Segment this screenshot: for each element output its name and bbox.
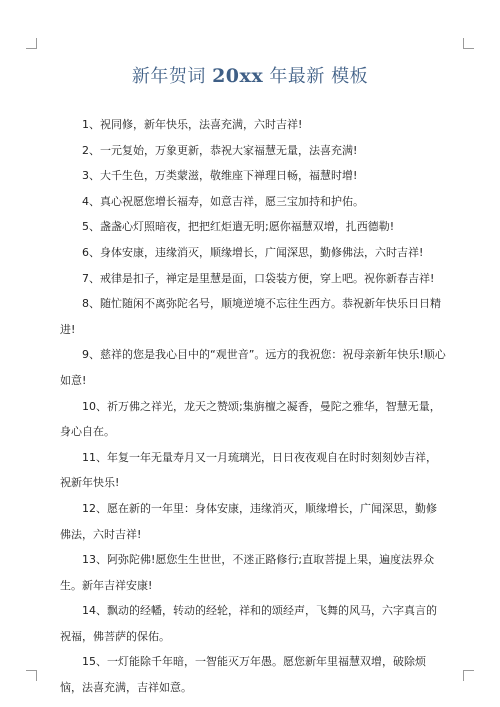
corner-mark-top-left <box>26 38 37 49</box>
corner-mark-bottom-right <box>463 670 474 681</box>
corner-mark-bottom-left <box>26 670 37 681</box>
title-prefix: 新年贺词 <box>131 66 213 87</box>
title-suffix: 年最新 模板 <box>263 66 369 87</box>
greeting-item-5: 5、盏盏心灯照暗夜，把把红炬遣无明;愿你福慧双增，扎西德勒! <box>82 220 395 234</box>
greeting-item-9: 9、慈祥的您是我心目中的“观世音”。远方的我祝您：祝母亲新年快乐!顺心如意! <box>60 348 446 387</box>
greeting-item-13: 13、阿弥陀佛!愿您生生世世，不迷正路修行;直取菩提上果，遍度法界众生。新年吉祥安康! <box>60 553 435 592</box>
greeting-item-1: 1、祝同修，新年快乐，法喜充满，六时吉祥! <box>82 118 303 131</box>
greeting-item-11: 11、年复一年无量寿月又一月琉璃光，日日夜夜观自在时时刻刻妙吉祥，祝新年快乐! <box>60 450 437 490</box>
page-title <box>0 62 500 88</box>
greeting-item-15: 15、一灯能除千年暗，一智能灭万年愚。愿您新年里福慧双增，破除烦恼，法喜充满，吉祥如意。 <box>60 655 426 695</box>
title-year: 20xx <box>212 65 264 87</box>
greeting-item-14: 14、飘动的经幡，转动的经轮，祥和的颂经声，飞舞的风马，六字真言的祝福，佛菩萨的保佑。 <box>60 604 437 643</box>
greeting-item-12: 12、愿在新的一年里：身体安康，违缘消灭，顺缘增长，广闻深思，勤修佛法，六时吉祥! <box>60 501 437 541</box>
greeting-item-4: 4、真心祝愿您增长福寿，如意吉祥，愿三宝加持和护佑。 <box>82 194 364 208</box>
greeting-item-2: 2、一元复始，万象更新，恭祝大家福慧无量，法喜充满! <box>82 143 358 157</box>
greeting-item-7: 7、戒律是扣子，禅定是里慧是面，口袋装方便，穿上吧。祝你新春吉祥! <box>82 271 435 285</box>
greeting-item-8: 8、随忙随闲不离弥陀名号，顺境逆境不忘往生西方。恭祝新年快乐日日精进! <box>60 297 441 336</box>
greeting-item-6: 6、身体安康，违缘消灭，顺缘增长，广闻深思，勤修佛法，六时吉祥! <box>82 245 424 259</box>
document-body <box>60 112 446 701</box>
corner-mark-top-right <box>463 38 474 49</box>
greeting-item-10: 10、祈万佛之祥光，龙天之赞颂;集旃檀之凝香，曼陀之雅华，智慧无量，身心自在。 <box>60 399 441 439</box>
greeting-item-3: 3、大千生色，万类蒙滋，敬维座下禅理日畅，福慧时增! <box>82 169 358 183</box>
